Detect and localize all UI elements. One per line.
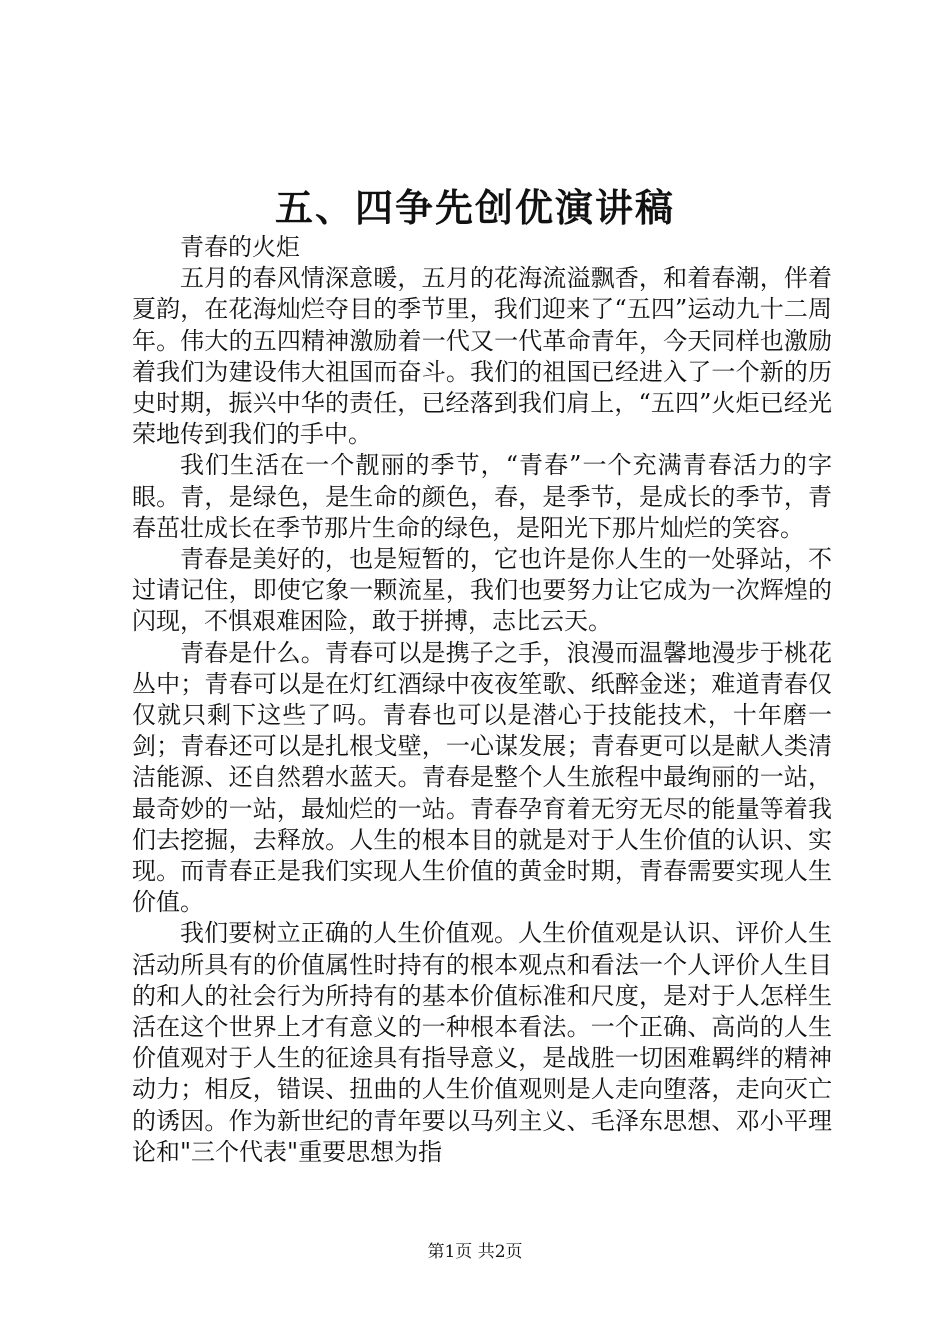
document-title: 五、四争先创优演讲稿 (274, 185, 675, 230)
page-footer: 第1页 共2页 (427, 1242, 523, 1262)
paragraph: 青春是美好的，也是短暂的，它也许是你人生的一处驿站，不过请记住，即使它象一颗流星，我们也要努力让它成为一次辉煌的闪现，不惧艰难困险，敢于拼搏，志比云天。 (132, 545, 832, 636)
paragraph-subtitle: 青春的火炬 (180, 233, 300, 261)
paragraph: 我们生活在一个靓丽的季节，“青春”一个充满青春活力的字眼。青，是绿色，是生命的颜色，春，是季节，是成长的季节，青春茁壮成长在季节那片生命的绿色，是阳光下那片灿烂的笑容。 (132, 451, 832, 542)
paragraph: 五月的春风情深意暖，五月的花海流溢飘香，和着春潮，伴着夏韵，在花海灿烂夺目的季节里，我们迎来了“五四”运动九十二周年。伟大的五四精神激励着一代又一代革命青年，今天同样也激励着我们为建设伟大祖国而奋斗。我们的祖国已经进入了一个新的历史时期，振兴中华的责任，已经落到我们肩上，“五四”火炬已经光荣地传到我们的手中。 (132, 264, 832, 449)
paragraph: 我们要树立正确的人生价值观。人生价值观是认识、评价人生活动所具有的价值属性时持有的根本观点和看法一个人评价人生目的和人的社会行为所持有的基本价值标准和尺度，是对于人怎样生活在这个世界上才有意义的一种根本看法。一个正确、高尚的人生价值观对于人生的征途具有指导意义，是战胜一切困难羁绊的精神动力；相反，错误、扭曲的人生价值观则是人走向堕落，走向灭亡的诱因。作为新世纪的青年要以马列主义、毛泽东思想、邓小平理论和"三个代表"重要思想为指 (132, 919, 832, 1166)
document-body (132, 232, 832, 1168)
paragraph: 青春是什么。青春可以是携子之手，浪漫而温馨地漫步于桃花丛中；青春可以是在灯红酒绿中夜夜笙歌、纸醉金迷；难道青春仅仅就只剩下这些了吗。青春也可以是潜心于技能技术，十年磨一剑；青春还可以是扎根戈壁，一心谋发展；青春更可以是献人类清洁能源、还自然碧水蓝天。青春是整个人生旅程中最绚丽的一站，最奇妙的一站，最灿烂的一站。青春孕育着无穷无尽的能量等着我们去挖掘，去释放。人生的根本目的就是对于人生价值的认识、实现。而青春正是我们实现人生价值的黄金时期，青春需要实现人生价值。 (132, 638, 832, 917)
